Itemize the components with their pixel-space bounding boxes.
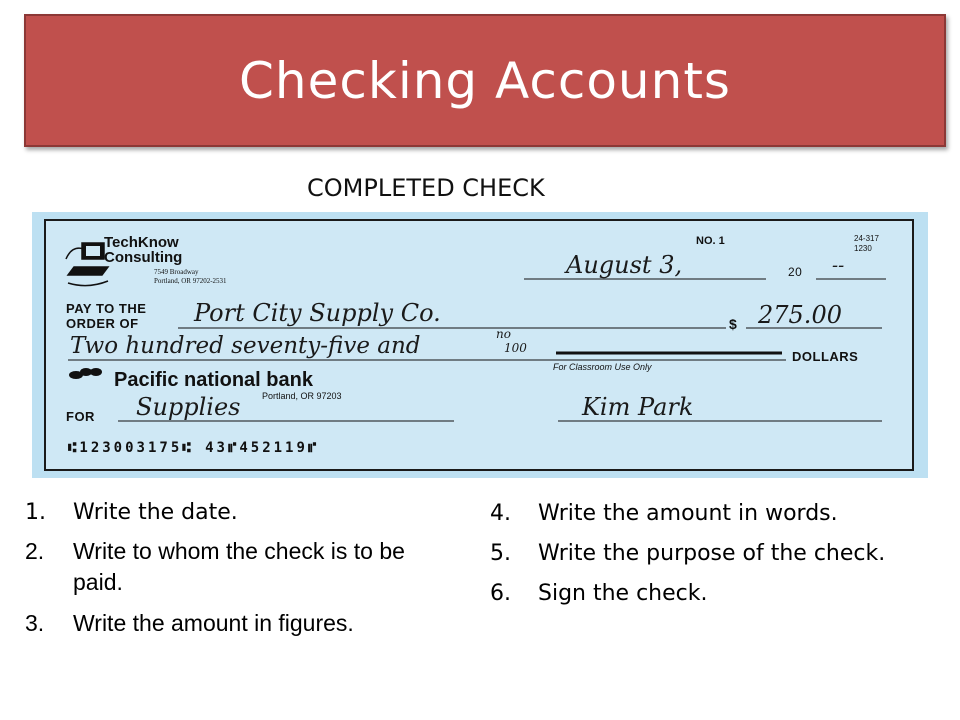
step-text: Sign the check. xyxy=(538,581,708,606)
year-value: -- xyxy=(832,255,845,276)
routing-number-top: 24-317 xyxy=(854,234,879,243)
list-item xyxy=(490,538,930,570)
list-item xyxy=(25,498,445,528)
bank-logo-icon xyxy=(69,368,102,379)
company-address-line1: 7549 Broadway xyxy=(154,268,199,276)
list-item xyxy=(490,578,930,610)
classroom-note: For Classroom Use Only xyxy=(553,362,652,372)
step-text: Write the amount in words. xyxy=(538,501,838,526)
step-text: Write the date. xyxy=(73,500,238,525)
steps-list-right xyxy=(490,498,930,610)
check-document xyxy=(44,219,914,471)
list-item xyxy=(490,498,930,530)
step-number: 4. xyxy=(490,501,511,526)
cents-numerator: no xyxy=(496,327,511,341)
step-text: Write to whom the check is to be paid. xyxy=(73,538,405,595)
company-name-line2: Consulting xyxy=(104,249,183,266)
company-address-line2: Portland, OR 97202-2531 xyxy=(154,277,227,285)
bank-address: Portland, OR 97203 xyxy=(262,391,342,401)
pay-to-label-1: PAY TO THE xyxy=(66,301,147,316)
slide-title: Checking Accounts xyxy=(239,51,731,110)
list-item xyxy=(25,536,445,598)
year-prefix: 20 xyxy=(788,265,803,279)
check-number: NO. 1 xyxy=(696,235,725,247)
routing-number-bottom: 1230 xyxy=(854,244,872,253)
check-date: August 3, xyxy=(566,251,683,279)
amount-figures: 275.00 xyxy=(758,301,842,329)
company-name-line1: TechKnow xyxy=(104,234,179,251)
dollars-label: DOLLARS xyxy=(792,349,859,364)
company-name xyxy=(104,235,182,265)
amount-words: Two hundred seventy-five and xyxy=(70,333,421,359)
step-number: 1. xyxy=(25,500,46,525)
step-number: 3. xyxy=(25,610,45,636)
list-item xyxy=(25,608,445,639)
step-number: 2. xyxy=(25,538,45,564)
step-text: Write the amount in figures. xyxy=(73,610,354,636)
memo-label: FOR xyxy=(66,409,95,424)
computer-icon xyxy=(66,243,108,286)
step-number: 6. xyxy=(490,581,511,606)
dollar-sign: $ xyxy=(729,316,738,332)
steps-list-left xyxy=(25,498,445,639)
memo-value: Supplies xyxy=(136,393,241,421)
title-banner xyxy=(24,14,946,147)
completed-check-heading: COMPLETED CHECK xyxy=(307,174,545,202)
signature: Kim Park xyxy=(582,393,694,421)
cents-denominator: 100 xyxy=(504,341,527,355)
payee-name: Port City Supply Co. xyxy=(194,299,441,327)
step-text: Write the purpose of the check. xyxy=(538,541,886,566)
bank-name: Pacific national bank xyxy=(114,369,313,391)
step-number: 5. xyxy=(490,541,511,566)
pay-to-label-2: ORDER OF xyxy=(66,316,139,331)
micr-line: ⑆123003175⑆ 43⑈452119⑈ xyxy=(68,440,320,456)
